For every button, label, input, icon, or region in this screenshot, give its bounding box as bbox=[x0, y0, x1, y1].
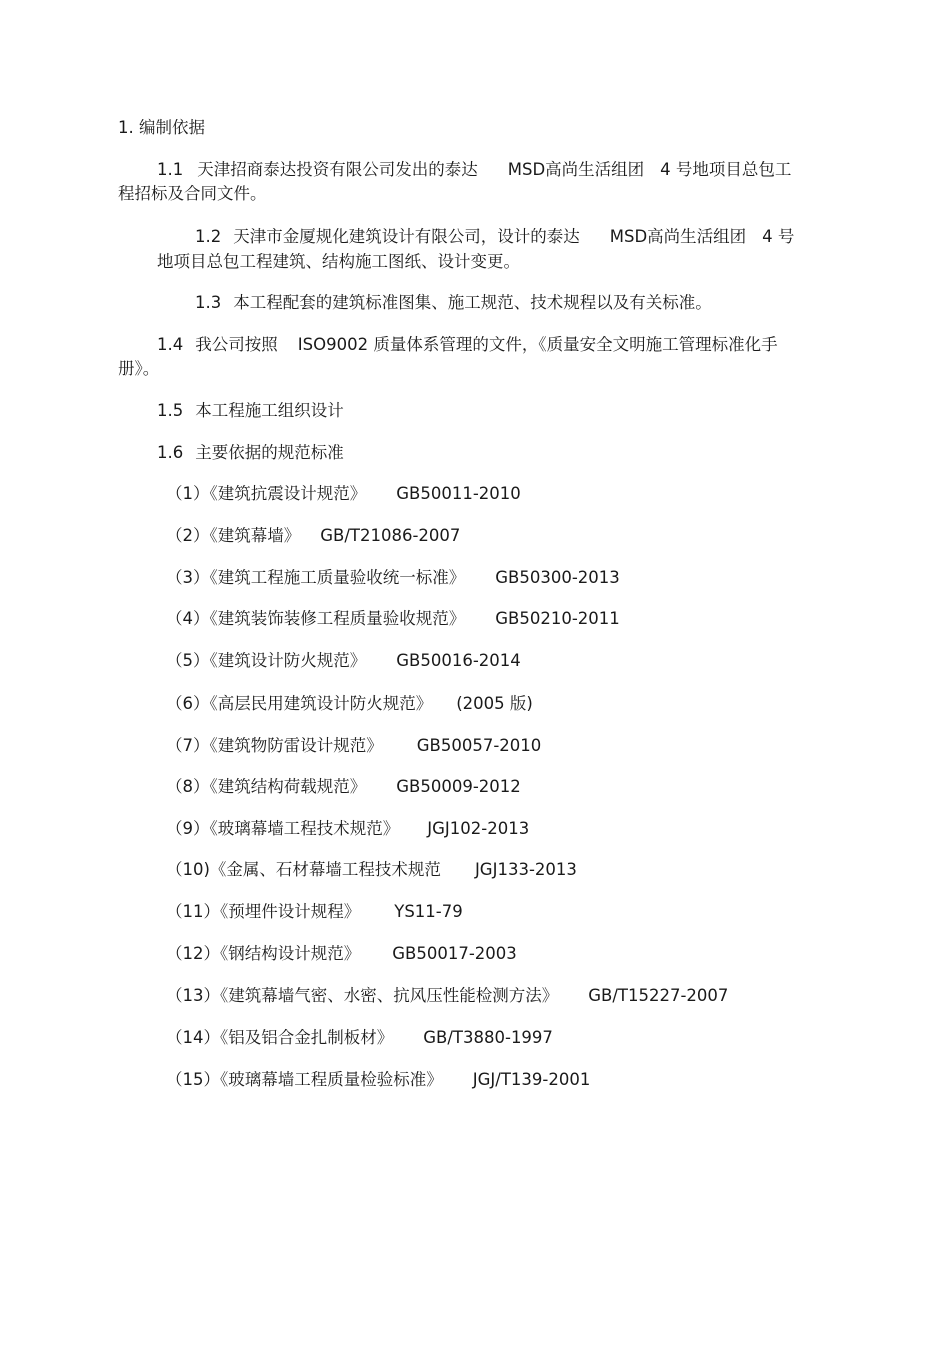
standard-title: （6）《高层民用建筑设计防火规范》 bbox=[166, 694, 433, 713]
basis-item-1-text-a: 天津招商泰达投资有限公司发出的泰达 bbox=[197, 160, 478, 179]
standard-code: GB/T3880-1997 bbox=[423, 1028, 553, 1047]
standard-item bbox=[166, 483, 521, 505]
standard-code: JGJ/T139-2001 bbox=[472, 1070, 591, 1089]
standard-code: YS11-79 bbox=[394, 902, 463, 921]
standard-title: （14）《铝及铝合金扎制板材》 bbox=[166, 1028, 394, 1047]
standard-item bbox=[166, 1027, 553, 1049]
standard-code: GB50011-2010 bbox=[396, 484, 521, 503]
standard-code: GB50210-2011 bbox=[495, 609, 620, 628]
standard-title: （10)《金属、石材幕墙工程技术规范 bbox=[166, 860, 441, 879]
basis-item-5-text: 本工程施工组织设计 bbox=[195, 401, 344, 420]
standard-code: GB50009-2012 bbox=[396, 777, 521, 796]
standard-item bbox=[166, 608, 620, 630]
standard-code: GB50057-2010 bbox=[416, 736, 542, 755]
standard-title: （2）《建筑幕墙》 bbox=[166, 526, 301, 545]
standard-item bbox=[166, 567, 620, 589]
basis-item-4-line1 bbox=[157, 334, 778, 356]
basis-item-5-number: 1.5 bbox=[157, 401, 184, 420]
standard-code: GB50300-2013 bbox=[495, 568, 620, 587]
basis-item-1-number: 1.1 bbox=[157, 160, 184, 179]
basis-item-6 bbox=[157, 442, 344, 464]
standard-item bbox=[166, 985, 728, 1007]
standard-item bbox=[166, 1069, 590, 1091]
standard-title: （8）《建筑结构荷载规范》 bbox=[166, 777, 367, 796]
standard-item bbox=[166, 818, 529, 840]
basis-item-4-text-b: ISO9002 质量体系管理的文件，《质量安全文明施工管理标准化手 bbox=[297, 335, 778, 354]
basis-item-5 bbox=[157, 400, 344, 422]
standard-code: GB/T21086-2007 bbox=[320, 526, 461, 545]
basis-item-1-text-b: MSD高尚生活组团 bbox=[507, 160, 645, 179]
basis-item-2-text-a: 天津市金厦规化建筑设计有限公司，设计的泰达 bbox=[233, 227, 580, 246]
basis-item-3-text: 本工程配套的建筑标准图集、施工规范、技术规程以及有关标准。 bbox=[233, 293, 712, 312]
standard-title: （4）《建筑装饰装修工程质量验收规范》 bbox=[166, 609, 466, 628]
basis-item-3-number: 1.3 bbox=[195, 293, 222, 312]
basis-item-4-text-a: 我公司按照 bbox=[195, 335, 278, 354]
standard-code: GB/T15227-2007 bbox=[588, 986, 729, 1005]
basis-item-2-number: 1.2 bbox=[195, 227, 222, 246]
standard-title: （1）《建筑抗震设计规范》 bbox=[166, 484, 367, 503]
standard-title: （12）《钢结构设计规范》 bbox=[166, 944, 361, 963]
basis-item-2-text-b: MSD高尚生活组团 bbox=[609, 227, 747, 246]
standard-item bbox=[166, 650, 521, 672]
standard-item bbox=[166, 859, 577, 881]
basis-item-6-text: 主要依据的规范标准 bbox=[195, 443, 344, 462]
standard-title: （5）《建筑设计防火规范》 bbox=[166, 651, 367, 670]
standard-title: （11）《预埋件设计规程》 bbox=[166, 902, 361, 921]
standard-code: JGJ102-2013 bbox=[427, 819, 530, 838]
basis-item-3 bbox=[195, 292, 712, 314]
standard-title: （13）《建筑幕墙气密、水密、抗风压性能检测方法》 bbox=[166, 986, 559, 1005]
standard-code: (2005 版) bbox=[456, 694, 533, 713]
basis-item-4-number: 1.4 bbox=[157, 335, 184, 354]
standard-item bbox=[166, 901, 463, 923]
basis-item-1-line2: 程招标及合同文件。 bbox=[118, 184, 267, 203]
standard-item bbox=[166, 693, 533, 715]
standard-item bbox=[166, 735, 541, 757]
standard-item bbox=[166, 776, 521, 798]
basis-item-2-line1 bbox=[195, 226, 794, 248]
basis-item-2-text-c: 4 号 bbox=[762, 227, 795, 246]
basis-item-2-line2: 地项目总包工程建筑、结构施工图纸、设计变更。 bbox=[157, 252, 520, 271]
basis-item-4-line2: 册》。 bbox=[118, 359, 160, 378]
standard-title: （15）《玻璃幕墙工程质量检验标准》 bbox=[166, 1070, 443, 1089]
basis-item-1-text-c: 4 号地项目总包工 bbox=[660, 160, 792, 179]
standard-title: （7）《建筑物防雷设计规范》 bbox=[166, 736, 383, 755]
standard-code: JGJ133-2013 bbox=[474, 860, 577, 879]
standard-code: GB50017-2003 bbox=[392, 944, 517, 963]
section-heading: 1. 编制依据 bbox=[118, 118, 205, 137]
basis-item-6-number: 1.6 bbox=[157, 443, 184, 462]
standard-title: （3）《建筑工程施工质量验收统一标准》 bbox=[166, 568, 466, 587]
standard-title: （9）《玻璃幕墙工程技术规范》 bbox=[166, 819, 400, 838]
standard-code: GB50016-2014 bbox=[396, 651, 521, 670]
standard-item bbox=[166, 943, 517, 965]
basis-item-1-line1 bbox=[157, 159, 791, 181]
standard-item bbox=[166, 525, 460, 547]
